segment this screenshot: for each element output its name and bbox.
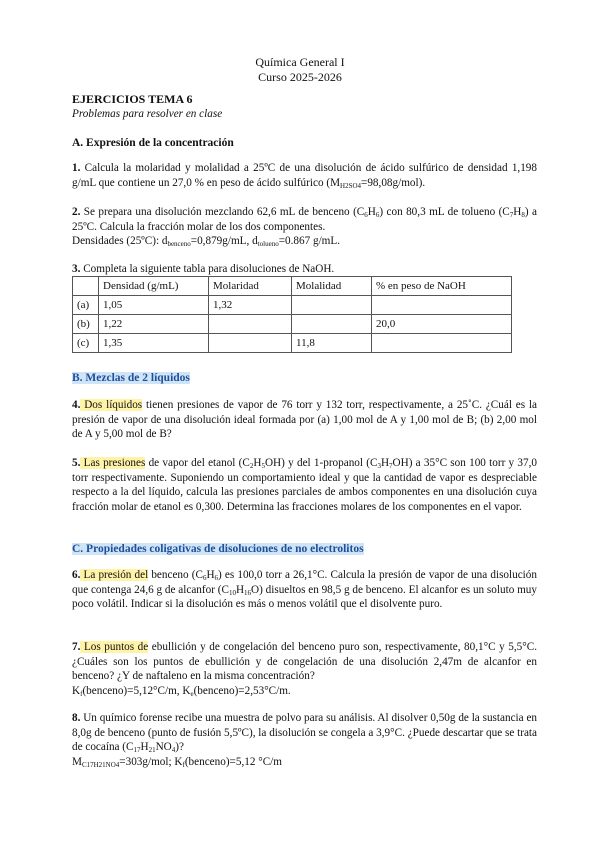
- problem-6: 6. La presión del benceno $(C_6H_6)$ es 100,0 torr a 26,1°C. Calcula la presión de vapor de una disolución que contenga 24,6 g de alcanfor $(C_{10}H_{16}O)$ disueltos en 98,5 g de benceno. El alcanfor es un soluto muy poco volátil. Indicar si la disolución es más o menos volátil que el disolvente puro.: [72, 569, 537, 611]
- table-cell: [372, 334, 512, 353]
- title-block: [72, 92, 537, 121]
- table-header-cell: Molalidad: [292, 277, 372, 296]
- table-header-cell: Molaridad: [209, 277, 292, 296]
- table-cell: (a): [73, 296, 99, 315]
- problem-number: 8.: [72, 712, 81, 724]
- section-c-heading: C. Propiedades coligativas de disoluciones de no electrolitos: [72, 543, 364, 555]
- course-year: Curso 2025-2026: [258, 70, 342, 84]
- problem-number: 6.: [72, 569, 81, 581]
- problem-number: 2.: [72, 206, 81, 218]
- problem-number: 1.: [72, 162, 81, 174]
- table-header-cell: Densidad (g/mL): [99, 277, 209, 296]
- problem-8: 8. Un químico forense recibe una muestra de polvo para su análisis. Al disolver 0,50g de la sustancia en 8,0g de benceno (punto de fusión 5,5ºC), la disolución se congela a 3,9°C. ¿Puede descartar que se trata de cocaína $(C_{17}H_{21}NO_4)$? $M_{C17H21NO4}=303g$/mol; $K_f(benceno)=5,12$ °C/m: [72, 712, 537, 769]
- page-title: EJERCICIOS TEMA 6: [72, 92, 193, 106]
- course-name: Química General I: [255, 55, 345, 69]
- naoh-table: [72, 276, 512, 353]
- table-cell: 20,0: [372, 315, 512, 334]
- problem-number: 5.: [72, 457, 81, 469]
- page-header: [0, 55, 600, 85]
- table-cell: 1,35: [99, 334, 209, 353]
- table-header-cell: % en peso de NaOH: [372, 277, 512, 296]
- table-cell: [292, 296, 372, 315]
- section-a-heading: A. Expresión de la concentración: [72, 137, 234, 149]
- problem-5: 5. Las presiones de vapor del etanol $(C_2H_5OH)$ y del 1-propanol $(C_3H_7OH)$ a 35°C son 100 torr y 37,0 torr respectivamente. Suponiendo un comportamiento ideal y que la cantidad de vapor es despreciable respecto a la del líquido, calcula las presiones parciales de ambos componentes en una disolución cuya fracción molar de etanol es 0,300. Determina las fracciones molares de los componentes en el vapor.: [72, 457, 537, 513]
- problem-number: 3.: [72, 263, 81, 275]
- table-cell: [292, 315, 372, 334]
- table-cell: (c): [73, 334, 99, 353]
- problem-2: 2. Se prepara una disolución mezclando 62,6 mL de benceno $(C_6H_6)$ con 80,3 mL de tolueno $(C_7H_8)$ a 25ºC. Calcula la fracción molar de los dos componentes. Densidades (25ºC): $d_{benceno}=0,879g/mL$, $d_{tolueno}=0.867$ g/mL.: [72, 206, 537, 249]
- problem-1: 1. Calcula la molaridad y molalidad a 25ºC de una disolución de ácido sulfúrico de densidad 1,198 g/mL que contiene un 27,0 % en peso de ácido sulfúrico $(M_{H2SO4}=98,08g/mol)$.: [72, 162, 537, 190]
- problem-3: 3. Completa la siguiente tabla para disoluciones de NaOH.: [72, 263, 335, 275]
- table-cell: (b): [73, 315, 99, 334]
- table-cell: 1,05: [99, 296, 209, 315]
- problem-4: 4. Dos líquidos tienen presiones de vapor de 76 torr y 132 torr, respectivamente, a 25˚C. ¿Cuál es la presión de vapor de una disolución ideal formada por (a) 1,00 mol de A y 1,00 mol de B; (b) 2,00 mol de A y 5,00 mol de B?: [72, 399, 537, 441]
- table-cell: 1,32: [209, 296, 292, 315]
- table-cell: [209, 315, 292, 334]
- table-row: [73, 315, 512, 334]
- table-cell: [209, 334, 292, 353]
- table-row: [73, 296, 512, 315]
- table-cell: 11,8: [292, 334, 372, 353]
- problem-number: 7.: [72, 641, 81, 653]
- table-row: [73, 334, 512, 353]
- page-subtitle: Problemas para resolver en clase: [72, 107, 223, 120]
- problem-number: 4.: [72, 399, 81, 411]
- table-cell: 1,22: [99, 315, 209, 334]
- table-cell: [372, 296, 512, 315]
- table-header-cell: [73, 277, 99, 296]
- section-b-heading: B. Mezclas de 2 líquidos: [72, 372, 190, 384]
- problem-7: 7. Los puntos de ebullición y de congelación del benceno puro son, respectivamente, 80,1°C y 5,5°C. ¿Cuáles son los puntos de ebullición y de congelación de una disolución 2,47m de alcanfor en benceno? ¿Y de naftaleno en la misma concentración? $K_f(benceno)=5,12^\circ C/m$, $K_e(benceno)=2,53^\circ C/m$.: [72, 641, 537, 698]
- table-header-row: [73, 277, 512, 296]
